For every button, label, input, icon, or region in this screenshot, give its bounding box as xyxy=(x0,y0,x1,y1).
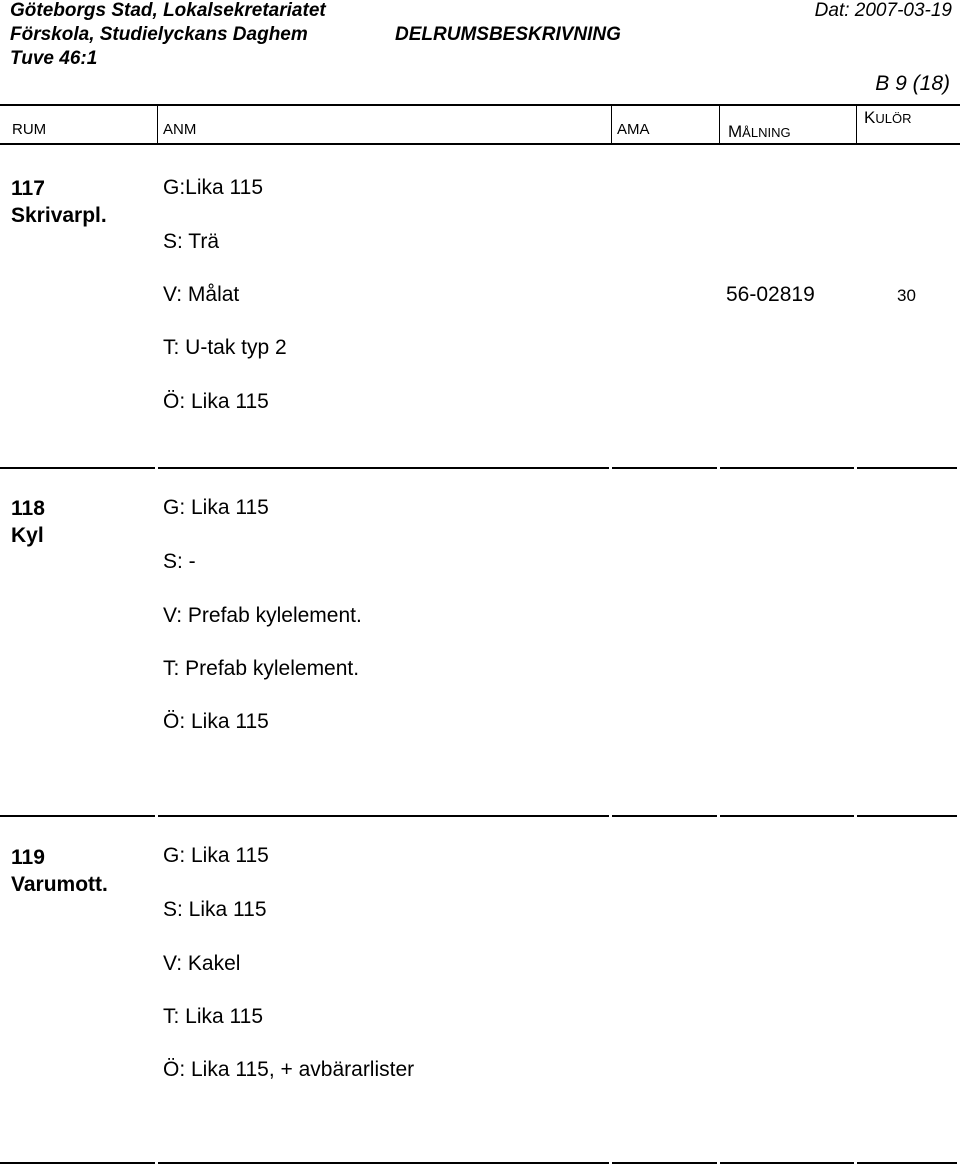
document-title: DELRUMSBESKRIVNING xyxy=(395,24,621,45)
room-line-s: S: Lika 115 xyxy=(163,898,267,921)
column-malning-initial: M xyxy=(728,122,743,141)
column-rum: RUM xyxy=(12,121,47,138)
room-line-s: S: Trä xyxy=(163,230,220,253)
column-divider xyxy=(719,106,720,143)
column-kulor-initial: K xyxy=(864,108,876,127)
column-malning-rest: ÅLNING xyxy=(742,125,791,140)
property-name: Tuve 46:1 xyxy=(10,48,98,69)
header-top-rule xyxy=(0,104,960,106)
room-line-o: Ö: Lika 115 xyxy=(163,710,269,733)
room-line-s: S: - xyxy=(163,550,196,573)
room-number: 117 xyxy=(11,177,45,200)
room-number: 118 xyxy=(11,497,45,520)
column-ama: AMA xyxy=(617,121,650,138)
project-name: Förskola, Studielyckans Daghem xyxy=(10,24,308,45)
room-line-v: V: Prefab kylelement. xyxy=(163,604,362,627)
room-line-o: Ö: Lika 115 xyxy=(163,390,269,413)
column-divider xyxy=(856,106,857,143)
column-malning xyxy=(728,122,791,142)
column-divider xyxy=(611,106,612,143)
room-name: Skrivarpl. xyxy=(11,204,107,227)
room-line-t: T: Prefab kylelement. xyxy=(163,657,360,680)
room-line-g: G:Lika 115 xyxy=(163,176,264,199)
header-bottom-rule xyxy=(0,143,960,145)
room-number: 119 xyxy=(11,846,45,869)
room-kulor-code: 30 xyxy=(897,286,916,305)
page-number: B 9 (18) xyxy=(875,72,950,95)
room-line-t: T: Lika 115 xyxy=(163,1005,264,1028)
room-name: Varumott. xyxy=(11,873,108,896)
room-line-g: G: Lika 115 xyxy=(163,844,269,867)
column-kulor-rest: ULÖR xyxy=(875,111,912,126)
column-divider xyxy=(157,106,158,143)
room-name: Kyl xyxy=(11,524,44,547)
column-anm: ANM xyxy=(163,121,197,138)
room-line-v: V: Kakel xyxy=(163,952,241,975)
document-date: Dat: 2007-03-19 xyxy=(814,0,952,21)
room-line-o: Ö: Lika 115, + avbärarlister xyxy=(163,1058,415,1081)
room-line-t: T: U-tak typ 2 xyxy=(163,336,287,359)
room-malning-code: 56-02819 xyxy=(726,283,815,306)
room-line-v: V: Målat xyxy=(163,283,240,306)
room-line-g: G: Lika 115 xyxy=(163,496,269,519)
column-kulor xyxy=(864,108,911,128)
org-name: Göteborgs Stad, Lokalsekretariatet xyxy=(10,0,326,21)
